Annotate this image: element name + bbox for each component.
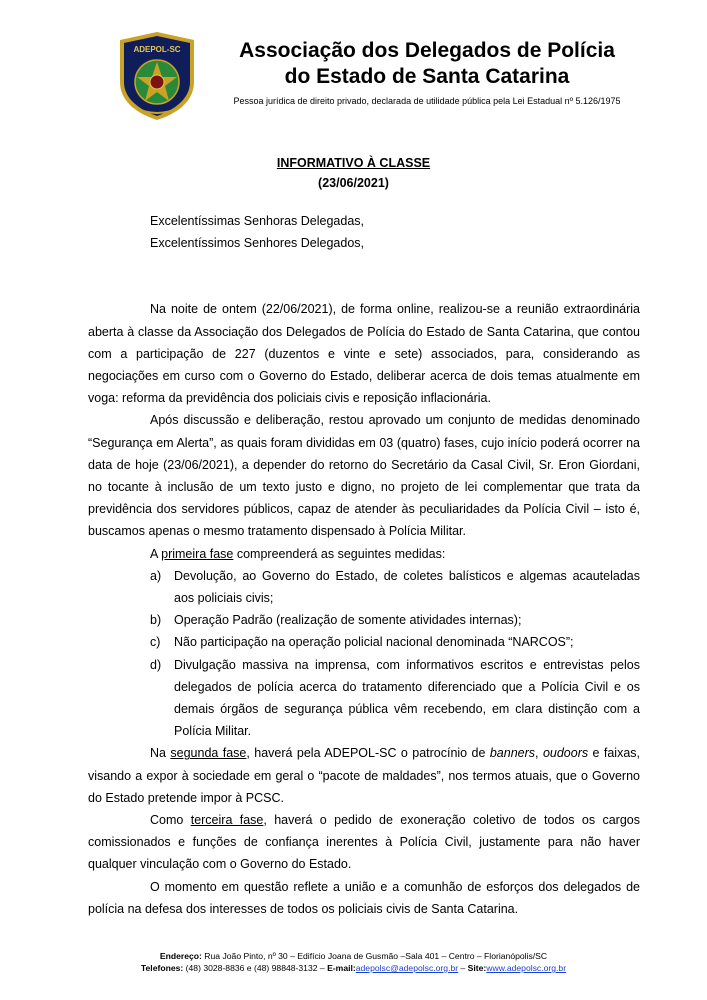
document-heading (0, 153, 707, 193)
salutation (88, 210, 640, 254)
list-item: a) Devolução, ao Governo do Estado, de coletes balísticos e algemas acauteladas aos policiais civis; (150, 568, 640, 606)
paragraph-3: A primeira fase compreenderá as seguintes medidas: (150, 546, 446, 561)
logo-text: ADEPOL-SC (133, 45, 181, 54)
document-date: (23/06/2021) (318, 176, 389, 190)
footer-contacts: Telefones: (48) 3028-8836 e (48) 98848-3132 – E-mail:adepolsc@adepolsc.org.br – Site:www.adepolsc.org.br (140, 963, 567, 973)
email-link[interactable]: adepolsc@adepolsc.org.br (355, 963, 459, 973)
document-body (88, 210, 640, 920)
site-link[interactable]: www.adepolsc.org.br (486, 963, 567, 973)
salutation-line1: Excelentíssimas Senhoras Delegadas, (150, 214, 365, 228)
list-item: b) Operação Padrão (realização de somente atividades internas); (150, 613, 522, 628)
adepol-logo (116, 30, 198, 122)
paragraph-6: O momento em questão reflete a união e a comunhão de esforços dos delegados de polícia na defesa dos interesses de todos os policiais civis de Santa Catarina. (88, 879, 640, 916)
association-title (212, 38, 642, 90)
paragraph-2: Após discussão e deliberação, restou aprovado um conjunto de medidas denominado “Segurança em Alerta”, as quais foram divididas em 03 (quatro) fases, cujo início poderá ocorrer na data de hoje (23/06/2021), a depender do retorno do Secretário da Casal Civil, Sr. Eron Giordani, no tocante à inclusão de um texto justo e digno, no projeto de lei complementar que trata da previdência dos servidores públicos, capaz de atender às peculiaridades da Polícia Civil – isto é, buscamos apenas o mesmo tratamento dispensado à Polícia Militar. (88, 413, 640, 539)
paragraph-5: Como terceira fase, haverá o pedido de exoneração coletivo de todos os cargos comissionados e funções de confiança inerentes à Polícia Civil, justamente para não haver qualquer vinculação com o Governo do Estado. (88, 813, 640, 872)
association-subtitle: Pessoa jurídica de direito privado, declarada de utilidade pública pela Lei Estadual nº 5.126/1975 (233, 96, 621, 106)
salutation-line2: Excelentíssimos Senhores Delegados, (150, 236, 365, 251)
paragraph-1: Na noite de ontem (22/06/2021), de forma online, realizou-se a reunião extraordinária aberta à classe da Associação dos Delegados de Polícia do Estado de Santa Catarina, que contou com a participação de 227 (duzentos e vinte e sete) associados, para, considerando as negociações em curso com o Governo do Estado, deliberar acerca de dois temas atualmente em voga: reforma da previdência dos policiais civis e reposição inflacionária. (88, 302, 640, 406)
document-title: INFORMATIVO À CLASSE (276, 156, 431, 170)
association-title-line2: do Estado de Santa Catarina (284, 65, 570, 88)
list-item: d) Divulgação massiva na imprensa, com informativos escritos e entrevistas pelos delegados de polícia acerca do tratamento diferenciado que a Polícia Civil e os demais órgãos de segurança pública vêm recebendo, em clara distinção com a Polícia Militar. (150, 657, 640, 739)
page-footer (0, 950, 707, 974)
list-item: c) Não participação na operação policial nacional denominada “NARCOS”; (150, 635, 574, 650)
first-phase-label: primeira fase (161, 546, 234, 561)
third-phase-label: terceira fase (190, 813, 264, 828)
footer-address: Endereço: Rua João Pinto, nº 30 – Edifício Joana de Gusmão –Sala 401 – Centro – Florianópolis/SC (159, 951, 548, 961)
paragraph-4: Na segunda fase, haverá pela ADEPOL-SC o patrocínio de banners, oudoors e faixas, visando a expor à sociedade em geral o “pacote de maldades”, nos termos atuais, que o Governo do Estado pretende impor à PCSC. (88, 746, 641, 805)
association-title-line1: Associação dos Delegados de Polícia (239, 39, 615, 62)
second-phase-label: segunda fase (170, 746, 247, 761)
